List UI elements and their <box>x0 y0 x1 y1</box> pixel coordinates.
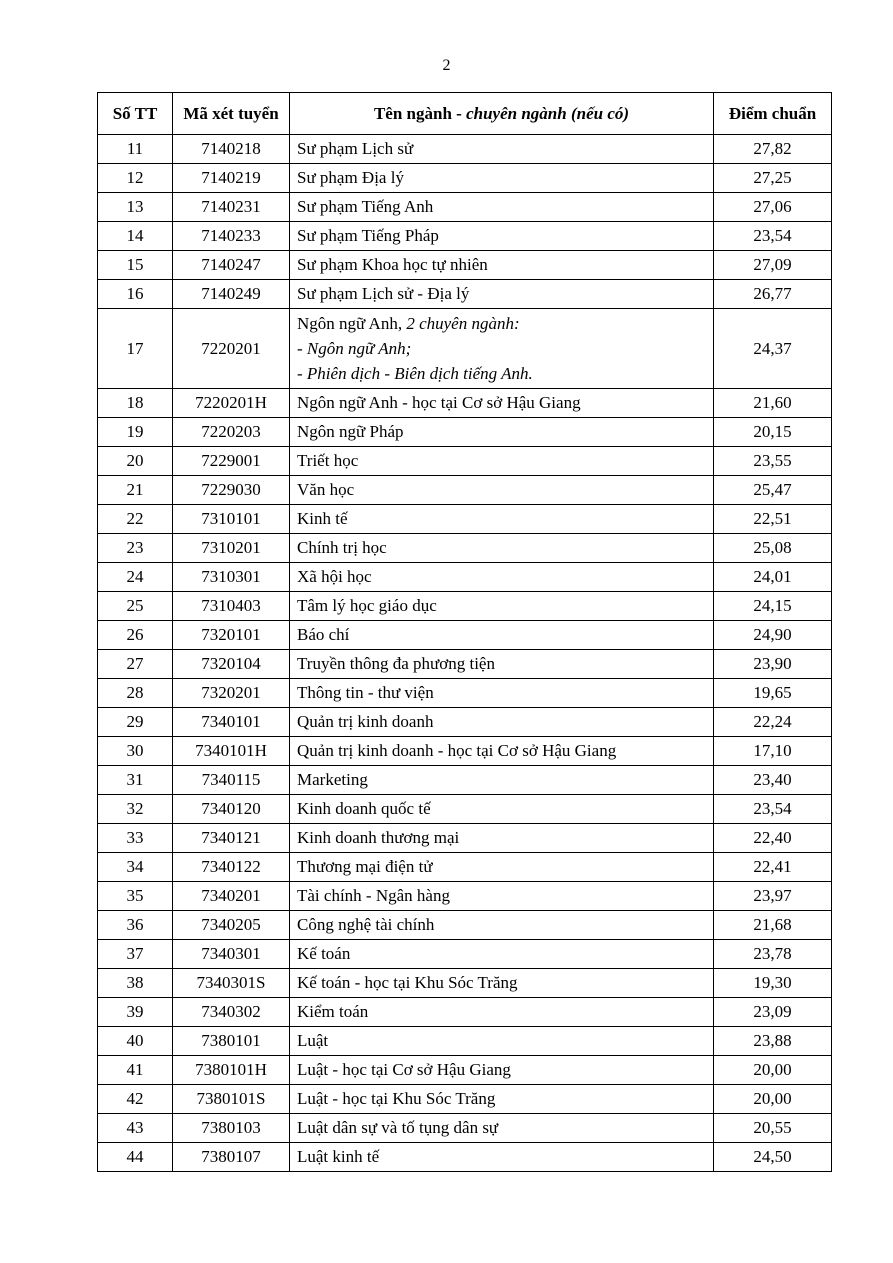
row-score: 27,82 <box>714 135 832 164</box>
row-name: Sư phạm Lịch sử <box>290 135 714 164</box>
row-score: 27,09 <box>714 251 832 280</box>
row-code: 7380103 <box>173 1114 290 1143</box>
row-score: 21,60 <box>714 389 832 418</box>
row-name: Sư phạm Khoa học tự nhiên <box>290 251 714 280</box>
row-code: 7220203 <box>173 418 290 447</box>
row-score: 26,77 <box>714 280 832 309</box>
row-score: 19,65 <box>714 679 832 708</box>
row-name: Triết học <box>290 447 714 476</box>
row-name-main: Ngôn ngữ Anh, <box>297 314 407 333</box>
row-score: 24,15 <box>714 592 832 621</box>
table-row <box>98 969 832 998</box>
row-score: 22,41 <box>714 853 832 882</box>
row-score: 27,25 <box>714 164 832 193</box>
row-name-italic: 2 chuyên ngành: <box>406 314 520 333</box>
row-score: 24,50 <box>714 1143 832 1172</box>
row-name: Ngôn ngữ Pháp <box>290 418 714 447</box>
row-stt: 19 <box>98 418 173 447</box>
row-name: Sư phạm Tiếng Anh <box>290 193 714 222</box>
row-score: 23,78 <box>714 940 832 969</box>
row-stt: 31 <box>98 766 173 795</box>
row-name: Luật kinh tế <box>290 1143 714 1172</box>
row-stt: 24 <box>98 563 173 592</box>
row-code: 7310301 <box>173 563 290 592</box>
row-stt: 38 <box>98 969 173 998</box>
row-code: 7229030 <box>173 476 290 505</box>
table-row <box>98 795 832 824</box>
row-code: 7340301 <box>173 940 290 969</box>
row-stt: 21 <box>98 476 173 505</box>
table-row <box>98 251 832 280</box>
row-score: 24,01 <box>714 563 832 592</box>
row-name: Sư phạm Địa lý <box>290 164 714 193</box>
table-row <box>98 882 832 911</box>
row-code: 7380101S <box>173 1085 290 1114</box>
row-code: 7380107 <box>173 1143 290 1172</box>
row-score: 23,54 <box>714 795 832 824</box>
row-stt: 18 <box>98 389 173 418</box>
row-name: Quản trị kinh doanh <box>290 708 714 737</box>
row-name: Kinh tế <box>290 505 714 534</box>
row-score: 23,40 <box>714 766 832 795</box>
row-code: 7140233 <box>173 222 290 251</box>
row-score: 25,08 <box>714 534 832 563</box>
row-name: Quản trị kinh doanh - học tại Cơ sở Hậu Giang <box>290 737 714 766</box>
row-score: 24,37 <box>714 309 832 389</box>
row-stt: 35 <box>98 882 173 911</box>
row-code: 7340115 <box>173 766 290 795</box>
row-stt: 13 <box>98 193 173 222</box>
row-name: Thông tin - thư viện <box>290 679 714 708</box>
table-row <box>98 708 832 737</box>
row-code: 7310403 <box>173 592 290 621</box>
row-stt: 30 <box>98 737 173 766</box>
row-stt: 28 <box>98 679 173 708</box>
row-stt: 20 <box>98 447 173 476</box>
row-name: Kinh doanh thương mại <box>290 824 714 853</box>
row-code: 7340101 <box>173 708 290 737</box>
row-code: 7320201 <box>173 679 290 708</box>
table-row <box>98 309 832 389</box>
table-row <box>98 447 832 476</box>
row-score: 27,06 <box>714 193 832 222</box>
row-code: 7340120 <box>173 795 290 824</box>
row-name: Kinh doanh quốc tế <box>290 795 714 824</box>
row-stt: 25 <box>98 592 173 621</box>
row-score: 23,90 <box>714 650 832 679</box>
table-row <box>98 940 832 969</box>
row-score: 20,00 <box>714 1056 832 1085</box>
row-name: Tài chính - Ngân hàng <box>290 882 714 911</box>
header-score: Điểm chuẩn <box>714 93 832 135</box>
table-row <box>98 911 832 940</box>
row-name-head <box>297 311 706 336</box>
row-name: Kế toán - học tại Khu Sóc Trăng <box>290 969 714 998</box>
row-code: 7140218 <box>173 135 290 164</box>
row-score: 23,09 <box>714 998 832 1027</box>
row-code: 7380101H <box>173 1056 290 1085</box>
row-stt: 42 <box>98 1085 173 1114</box>
row-name: Ngôn ngữ Anh - học tại Cơ sở Hậu Giang <box>290 389 714 418</box>
table-row <box>98 1085 832 1114</box>
row-code: 7229001 <box>173 447 290 476</box>
row-name: Sư phạm Tiếng Pháp <box>290 222 714 251</box>
row-code: 7320104 <box>173 650 290 679</box>
row-stt: 16 <box>98 280 173 309</box>
row-code: 7220201 <box>173 309 290 389</box>
row-name-subline: - Ngôn ngữ Anh; <box>297 339 412 358</box>
table-row <box>98 1027 832 1056</box>
table-row <box>98 824 832 853</box>
row-stt: 17 <box>98 309 173 389</box>
table-row <box>98 592 832 621</box>
row-name: Kiểm toán <box>290 998 714 1027</box>
row-name: Luật <box>290 1027 714 1056</box>
row-code: 7140249 <box>173 280 290 309</box>
row-stt: 39 <box>98 998 173 1027</box>
row-name: Thương mại điện tử <box>290 853 714 882</box>
row-name: Báo chí <box>290 621 714 650</box>
row-code: 7310101 <box>173 505 290 534</box>
table-row <box>98 389 832 418</box>
row-name: Truyền thông đa phương tiện <box>290 650 714 679</box>
row-code: 7380101 <box>173 1027 290 1056</box>
row-code: 7340121 <box>173 824 290 853</box>
table-row <box>98 1056 832 1085</box>
row-stt: 12 <box>98 164 173 193</box>
row-name: Luật - học tại Cơ sở Hậu Giang <box>290 1056 714 1085</box>
row-stt: 32 <box>98 795 173 824</box>
row-stt: 33 <box>98 824 173 853</box>
row-name: Chính trị học <box>290 534 714 563</box>
header-stt: Số TT <box>98 93 173 135</box>
row-score: 23,54 <box>714 222 832 251</box>
row-score: 19,30 <box>714 969 832 998</box>
row-stt: 36 <box>98 911 173 940</box>
row-score: 20,00 <box>714 1085 832 1114</box>
row-name: Văn học <box>290 476 714 505</box>
table-row <box>98 563 832 592</box>
row-stt: 23 <box>98 534 173 563</box>
row-score: 24,90 <box>714 621 832 650</box>
row-name: Luật - học tại Khu Sóc Trăng <box>290 1085 714 1114</box>
table-row <box>98 193 832 222</box>
row-code: 7340302 <box>173 998 290 1027</box>
row-score: 22,51 <box>714 505 832 534</box>
table-row <box>98 679 832 708</box>
row-name: Kế toán <box>290 940 714 969</box>
admission-scores-table <box>97 92 832 1172</box>
table-row <box>98 1114 832 1143</box>
row-stt: 22 <box>98 505 173 534</box>
row-code: 7340101H <box>173 737 290 766</box>
table-header-row <box>98 93 832 135</box>
header-code: Mã xét tuyển <box>173 93 290 135</box>
table-row <box>98 418 832 447</box>
row-code: 7320101 <box>173 621 290 650</box>
row-score: 22,24 <box>714 708 832 737</box>
row-name: Công nghệ tài chính <box>290 911 714 940</box>
row-stt: 34 <box>98 853 173 882</box>
row-stt: 11 <box>98 135 173 164</box>
row-code: 7340122 <box>173 853 290 882</box>
row-code: 7310201 <box>173 534 290 563</box>
table-row <box>98 476 832 505</box>
table-row <box>98 621 832 650</box>
row-code: 7340201 <box>173 882 290 911</box>
row-score: 17,10 <box>714 737 832 766</box>
table-row <box>98 135 832 164</box>
row-name: Marketing <box>290 766 714 795</box>
row-stt: 29 <box>98 708 173 737</box>
row-name: Tâm lý học giáo dục <box>290 592 714 621</box>
header-name <box>290 93 714 135</box>
row-code: 7140231 <box>173 193 290 222</box>
row-stt: 43 <box>98 1114 173 1143</box>
table-row <box>98 164 832 193</box>
table-row <box>98 998 832 1027</box>
header-name-italic: chuyên ngành (nếu có) <box>466 103 630 123</box>
row-score: 23,97 <box>714 882 832 911</box>
row-score: 20,15 <box>714 418 832 447</box>
row-code: 7340301S <box>173 969 290 998</box>
row-stt: 37 <box>98 940 173 969</box>
row-stt: 41 <box>98 1056 173 1085</box>
row-score: 20,55 <box>714 1114 832 1143</box>
row-name: Sư phạm Lịch sử - Địa lý <box>290 280 714 309</box>
row-stt: 26 <box>98 621 173 650</box>
row-code: 7140219 <box>173 164 290 193</box>
row-stt: 15 <box>98 251 173 280</box>
table-row <box>98 534 832 563</box>
row-stt: 27 <box>98 650 173 679</box>
table-row <box>98 505 832 534</box>
row-name-subline: - Phiên dịch - Biên dịch tiếng Anh. <box>297 364 533 383</box>
row-code: 7140247 <box>173 251 290 280</box>
row-stt: 40 <box>98 1027 173 1056</box>
table-row <box>98 222 832 251</box>
row-name: Luật dân sự và tố tụng dân sự <box>290 1114 714 1143</box>
row-code: 7220201H <box>173 389 290 418</box>
row-code: 7340205 <box>173 911 290 940</box>
table-row <box>98 280 832 309</box>
table-row <box>98 737 832 766</box>
row-score: 23,88 <box>714 1027 832 1056</box>
row-stt: 14 <box>98 222 173 251</box>
table-row <box>98 766 832 795</box>
row-score: 22,40 <box>714 824 832 853</box>
row-name <box>290 309 714 389</box>
row-name: Xã hội học <box>290 563 714 592</box>
table-row <box>98 1143 832 1172</box>
row-score: 23,55 <box>714 447 832 476</box>
page-number: 2 <box>442 57 451 74</box>
table-row <box>98 853 832 882</box>
row-stt: 44 <box>98 1143 173 1172</box>
header-name-main: Tên ngành - <box>373 103 467 123</box>
table-row <box>98 650 832 679</box>
row-score: 21,68 <box>714 911 832 940</box>
row-score: 25,47 <box>714 476 832 505</box>
